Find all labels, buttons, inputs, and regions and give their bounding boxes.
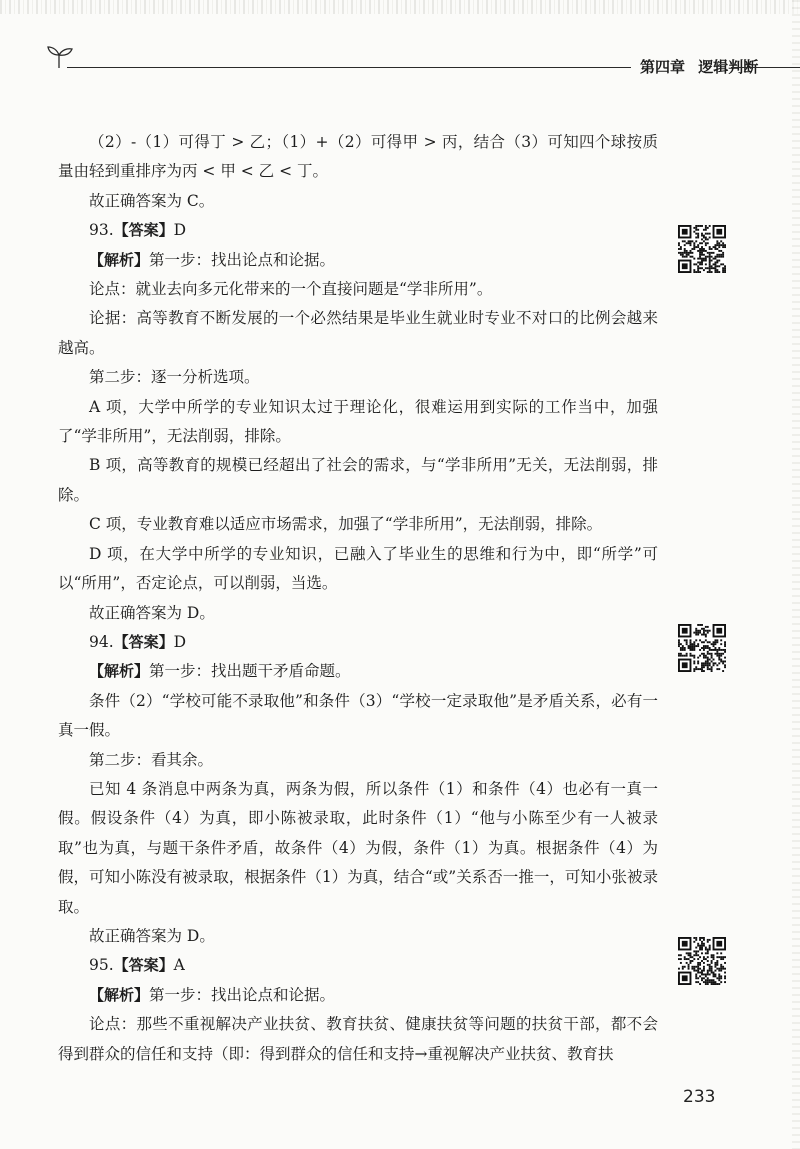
- paragraph: D 项，在大学中所学的专业知识，已融入了毕业生的思维和行为中，即“所学”可以“所用”，否定论点，可以削弱，当选。: [58, 544, 658, 593]
- answer-line: 93.【答案】D: [89, 221, 187, 240]
- body-text: [58, 128, 658, 1069]
- chapter-title: 第四章 逻辑判断: [640, 58, 759, 76]
- paragraph: 论点：就业去向多元化带来的一个直接问题是“学非所用”。: [89, 280, 493, 299]
- paragraph: B 项，高等教育的规模已经超出了社会的需求，与“学非所用”无关，无法削弱，排除。: [58, 456, 658, 504]
- page-header: [45, 42, 800, 82]
- paragraph: 已知 4 条消息中两条为真，两条为假，所以条件（1）和条件（4）也必有一真一假。假设条件（4）为真，即小陈被录取，此时条件（1）“他与小陈至少有一人被录取”也为真，与题干条件矛盾，故条件（4）为假，条件（1）为真。根据条件（4）为假，可知小陈没有被录取，根据条件（1）为真，结合“或”关系否一推一，可知小张被录取。: [58, 779, 658, 916]
- page-number: 233: [683, 1087, 716, 1107]
- paragraph: 条件（2）“学校可能不录取他”和条件（3）“学校一定录取他”是矛盾关系，必有一真一假。: [58, 691, 658, 740]
- paragraph: 故正确答案为 C。: [89, 191, 215, 210]
- analysis-line: 【解析】第一步：找出题干矛盾命题。: [89, 662, 351, 681]
- paragraph: 故正确答案为 D。: [89, 926, 215, 945]
- paragraph: A 项，大学中所学的专业知识太过于理论化，很难运用到实际的工作当中，加强了“学非所用”，无法削弱，排除。: [58, 397, 658, 446]
- paragraph: （2）-（1）可得丁 > 乙；（1）+（2）可得甲 > 丙，结合（3）可知四个球按质量由轻到重排序为丙 < 甲 < 乙 < 丁。: [58, 133, 658, 181]
- qr-code-icon[interactable]: [678, 225, 726, 273]
- header-rule: [67, 67, 631, 68]
- paragraph: 论据：高等教育不断发展的一个必然结果是毕业生就业时专业不对口的比例会越来越高。: [58, 309, 658, 357]
- header-rule-end: [731, 67, 800, 68]
- answer-line: 95.【答案】A: [89, 956, 185, 975]
- paragraph: C 项，专业教育难以适应市场需求，加强了“学非所用”，无法削弱，排除。: [89, 515, 603, 534]
- analysis-line: 【解析】第一步：找出论点和论据。: [89, 985, 336, 1004]
- qr-code-icon[interactable]: [678, 624, 726, 672]
- analysis-line: 【解析】第一步：找出论点和论据。: [89, 250, 336, 269]
- scan-noise-top: [0, 0, 800, 14]
- paragraph: 故正确答案为 D。: [89, 603, 215, 622]
- qr-code-icon[interactable]: [678, 937, 726, 985]
- scan-noise-right: [792, 0, 800, 1149]
- answer-line: 94.【答案】D: [89, 632, 187, 651]
- paragraph: 论点：那些不重视解决产业扶贫、教育扶贫、健康扶贫等问题的扶贫干部，都不会得到群众的信任和支持（即：得到群众的信任和支持→重视解决产业扶贫、教育扶: [58, 1015, 658, 1063]
- paragraph: 第二步：看其余。: [89, 750, 214, 769]
- paragraph: 第二步：逐一分析选项。: [89, 368, 260, 387]
